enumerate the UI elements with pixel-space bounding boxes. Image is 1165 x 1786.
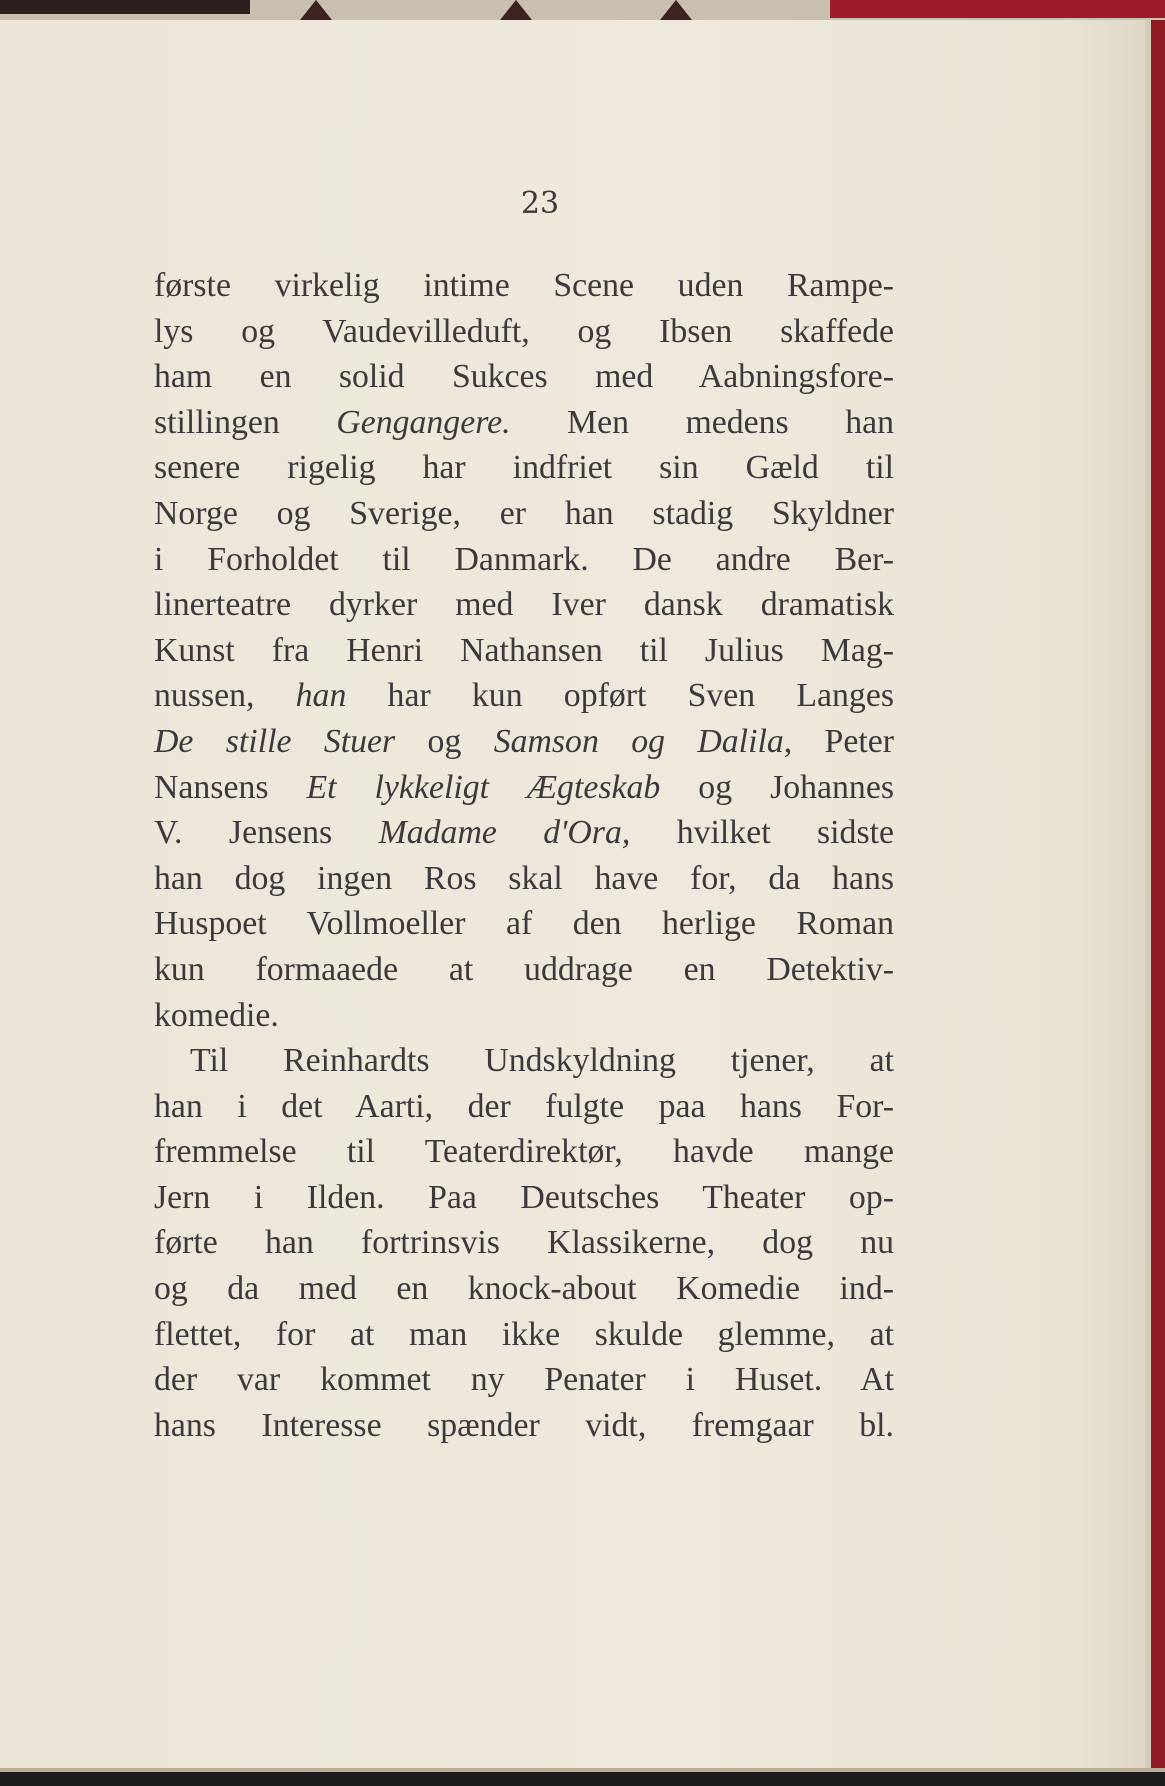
text-run: Huspoet Vollmoeller af den herlige Roman: [154, 905, 894, 943]
text-line: [154, 1403, 894, 1449]
text-line: [154, 810, 894, 856]
text-run: nussen,: [154, 677, 296, 715]
text-line: [154, 947, 894, 993]
text-line: [154, 582, 894, 628]
text-run: senere rigelig har indfriet sin Gæld til: [154, 449, 894, 487]
text-run: og Johannes: [660, 768, 894, 806]
text-line: [154, 993, 894, 1039]
text-line: [154, 354, 894, 400]
text-line: [154, 1266, 894, 1312]
text-run: , Peter: [783, 722, 894, 760]
text-line: [154, 856, 894, 902]
text-line: [154, 1129, 894, 1175]
top-red-edge: [830, 0, 1165, 18]
bottom-binding-edge: [0, 1772, 1165, 1786]
text-run: han dog ingen Ros skal have for, da hans: [154, 859, 894, 897]
text-run: linerteatre dyrker med Iver dansk dramatisk: [154, 586, 894, 624]
ornament-mark: [300, 0, 332, 20]
text-run: fremmelse til Teaterdirektør, havde mange: [154, 1133, 894, 1171]
text-run: ham en solid Sukces med Aabningsfore-: [154, 358, 894, 396]
text-run: stillingen: [154, 403, 337, 441]
body-text: [154, 263, 894, 1448]
text-line: [154, 628, 894, 674]
text-run: flettet, for at man ikke skulde glemme, at: [154, 1315, 894, 1353]
text-run: hans Interesse spænder vidt, fremgaar bl.: [154, 1406, 894, 1444]
text-run: Men medens han: [510, 403, 894, 441]
text-line: [154, 1220, 894, 1266]
text-run: og da med en knock-about Komedie ind-: [154, 1270, 894, 1308]
text-line: [154, 1084, 894, 1130]
italic-title: Et lykkeligt Ægteskab: [306, 768, 661, 806]
text-run: i Forholdet til Danmark. De andre Ber-: [154, 540, 894, 578]
text-run: og: [395, 722, 494, 760]
text-run: hvilket sidste: [630, 814, 894, 852]
text-run: førte han fortrinsvis Klassikerne, dog nu: [154, 1224, 894, 1262]
text-run: komedie.: [154, 996, 279, 1034]
page-number: 23: [520, 186, 560, 221]
text-line: [154, 1312, 894, 1358]
text-line: [154, 765, 894, 811]
italic-title: Madame d'Ora,: [378, 814, 631, 852]
text-run: lys og Vaudevilleduft, og Ibsen skaffede: [154, 312, 894, 350]
text-run: han i det Aarti, der fulgte paa hans For-: [154, 1087, 894, 1125]
text-line: [154, 1175, 894, 1221]
text-line: [154, 1357, 894, 1403]
text-run: Kunst fra Henri Nathansen til Julius Mag-: [154, 631, 894, 669]
text-run: der var kommet ny Penater i Huset. At: [154, 1361, 894, 1399]
italic-title: Samson og Dalila: [493, 722, 784, 760]
text-line: [154, 537, 894, 583]
text-run: første virkelig intime Scene uden Rampe-: [154, 267, 894, 304]
text-run: Jern i Ilden. Paa Deutsches Theater op-: [154, 1178, 894, 1216]
text-line: [154, 673, 894, 719]
text-line: [154, 309, 894, 355]
text-run: V. Jensens: [154, 814, 379, 852]
text-line: [154, 445, 894, 491]
text-run: Norge og Sverige, er han stadig Skyldner: [154, 494, 894, 532]
ornament-mark: [500, 0, 532, 20]
red-cover-edge: [1151, 20, 1165, 1772]
text-line: [154, 901, 894, 947]
text-line: [154, 491, 894, 537]
italic-title: De stille Stuer: [154, 722, 396, 760]
text-line: [154, 719, 894, 765]
ornament-mark: [660, 0, 692, 20]
italic-title: Gengangere.: [336, 403, 511, 441]
text-line: [154, 400, 894, 446]
text-run: kun formaaede at uddrage en Detektiv-: [154, 950, 894, 988]
text-run: Til Reinhardts Undskyldning tjener, at: [190, 1042, 894, 1080]
top-dark-edge: [0, 0, 250, 14]
text-run: Nansens: [154, 768, 307, 806]
text-line: [154, 263, 894, 309]
italic-title: han: [295, 677, 347, 715]
text-run: har kun opført Sven Langes: [346, 677, 894, 715]
text-line: [154, 1038, 894, 1084]
